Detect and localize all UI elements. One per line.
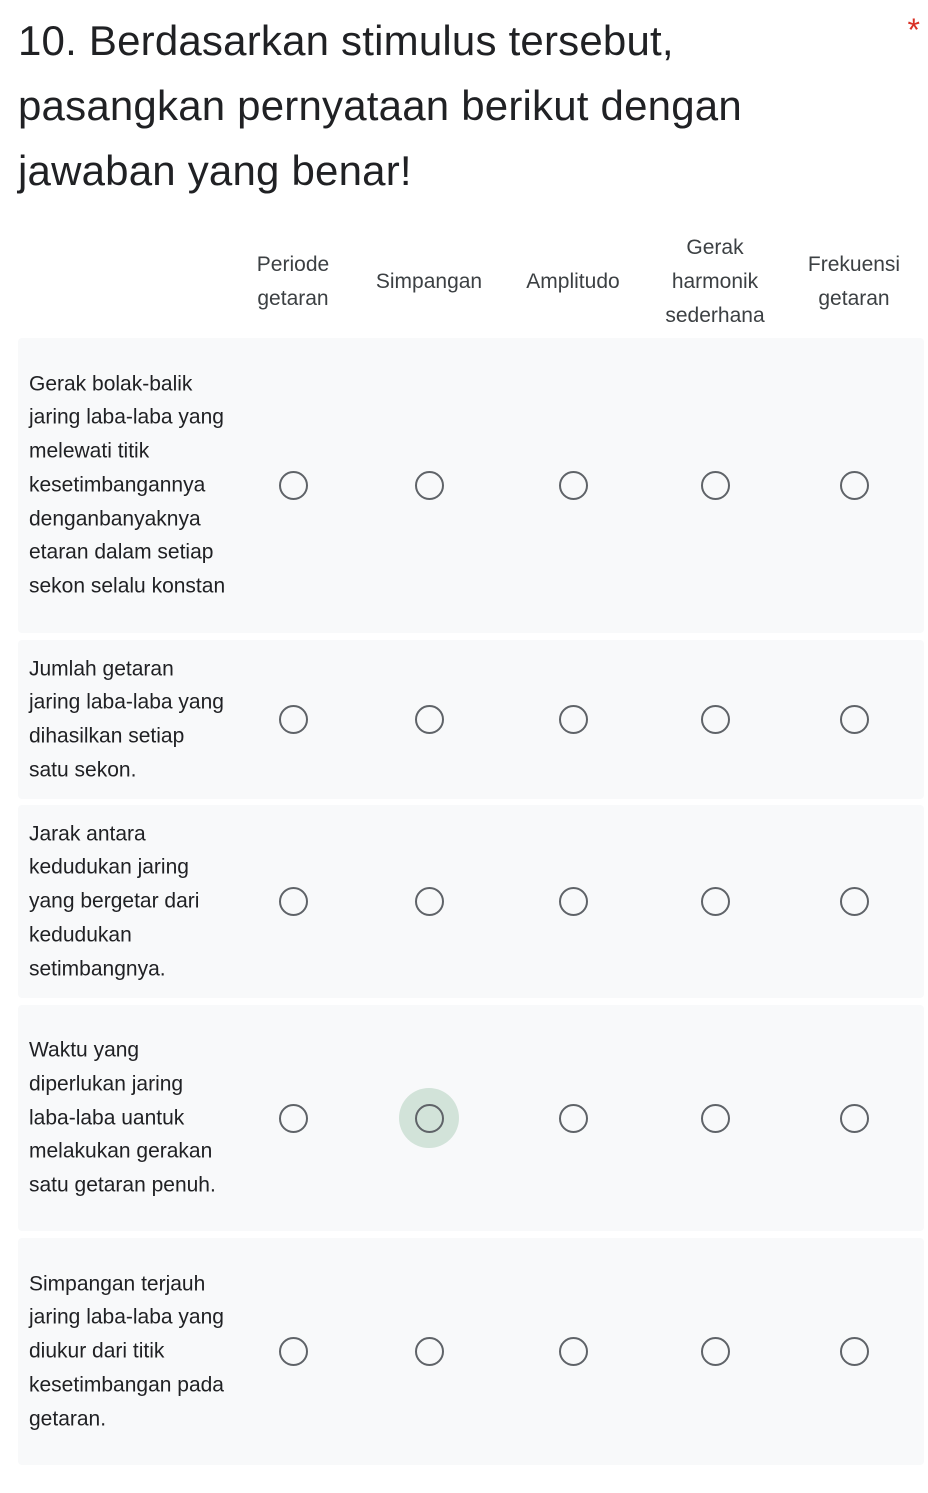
radio-circle [840,887,869,916]
radio-circle [701,1337,730,1366]
radio-option[interactable] [263,1322,323,1382]
radio-circle [415,1337,444,1366]
grid-row [18,640,924,799]
radio-circle [559,887,588,916]
grid-row [18,1005,924,1231]
radio-circle [279,1337,308,1366]
radio-circle [279,705,308,734]
grid-row [18,338,924,633]
row-label: Waktu yang diperlukan jaring laba-laba uantuk melakukan gerakan satu getaran penuh. [29,1038,216,1197]
row-label: Gerak bolak-balik jaring laba-laba yang melewati titik kesetimbangannya denganbanyaknya etaran dalam setiap sekon selalu konstan [29,372,226,598]
radio-option[interactable] [543,456,603,516]
grid-row [18,1238,924,1465]
radio-circle [415,705,444,734]
radio-option[interactable] [263,690,323,750]
column-header-amplitudo: Amplitudo [526,270,620,293]
radio-circle [840,705,869,734]
radio-option[interactable] [685,1088,745,1148]
radio-option[interactable] [824,690,884,750]
radio-circle [415,471,444,500]
radio-option-focused[interactable] [399,1088,459,1148]
radio-circle [840,1337,869,1366]
column-header-gerak-harmonik-sederhana: Gerak harmonik sederhana [665,236,765,327]
radio-option[interactable] [543,872,603,932]
row-label: Jumlah getaran jaring laba-laba yang dihasilkan setiap satu sekon. [29,656,224,782]
radio-circle [701,1104,730,1133]
radio-circle [559,1337,588,1366]
radio-circle [840,471,869,500]
radio-circle [701,705,730,734]
radio-option[interactable] [263,872,323,932]
radio-option[interactable] [824,872,884,932]
radio-circle [559,1104,588,1133]
radio-circle [415,887,444,916]
column-header-frekuensi-getaran: Frekuensi getaran [807,253,901,310]
radio-option[interactable] [399,456,459,516]
radio-option[interactable] [399,872,459,932]
radio-option[interactable] [399,1322,459,1382]
radio-option[interactable] [543,690,603,750]
radio-option[interactable] [543,1322,603,1382]
radio-option[interactable] [824,1088,884,1148]
radio-option[interactable] [685,456,745,516]
radio-option[interactable] [263,456,323,516]
radio-circle [415,1104,444,1133]
radio-circle [701,471,730,500]
radio-circle [559,705,588,734]
column-header-periode-getaran: Periode getaran [256,253,330,310]
radio-circle [279,1104,308,1133]
column-header-simpangan: Simpangan [375,270,483,293]
radio-circle [559,471,588,500]
radio-circle [279,887,308,916]
radio-circle [840,1104,869,1133]
grid-row [18,805,924,998]
radio-circle [279,471,308,500]
radio-option[interactable] [824,1322,884,1382]
radio-option[interactable] [685,1322,745,1382]
question-title: 10. Berdasarkan stimulus tersebut, pasangkan pernyataan berikut dengan jawaban yang benar! [18,17,742,194]
row-label: Jarak antara kedudukan jaring yang bergetar dari kedudukan setimbangnya. [29,822,200,981]
required-asterisk: * [907,12,920,48]
grid-column-headers [18,228,924,336]
radio-option[interactable] [685,872,745,932]
radio-option[interactable] [543,1088,603,1148]
radio-option[interactable] [263,1088,323,1148]
radio-option[interactable] [399,690,459,750]
radio-circle [701,887,730,916]
radio-option[interactable] [824,456,884,516]
radio-option[interactable] [685,690,745,750]
row-label: Simpangan terjauh jaring laba-laba yang diukur dari titik kesetimbangan pada getaran. [29,1272,224,1431]
